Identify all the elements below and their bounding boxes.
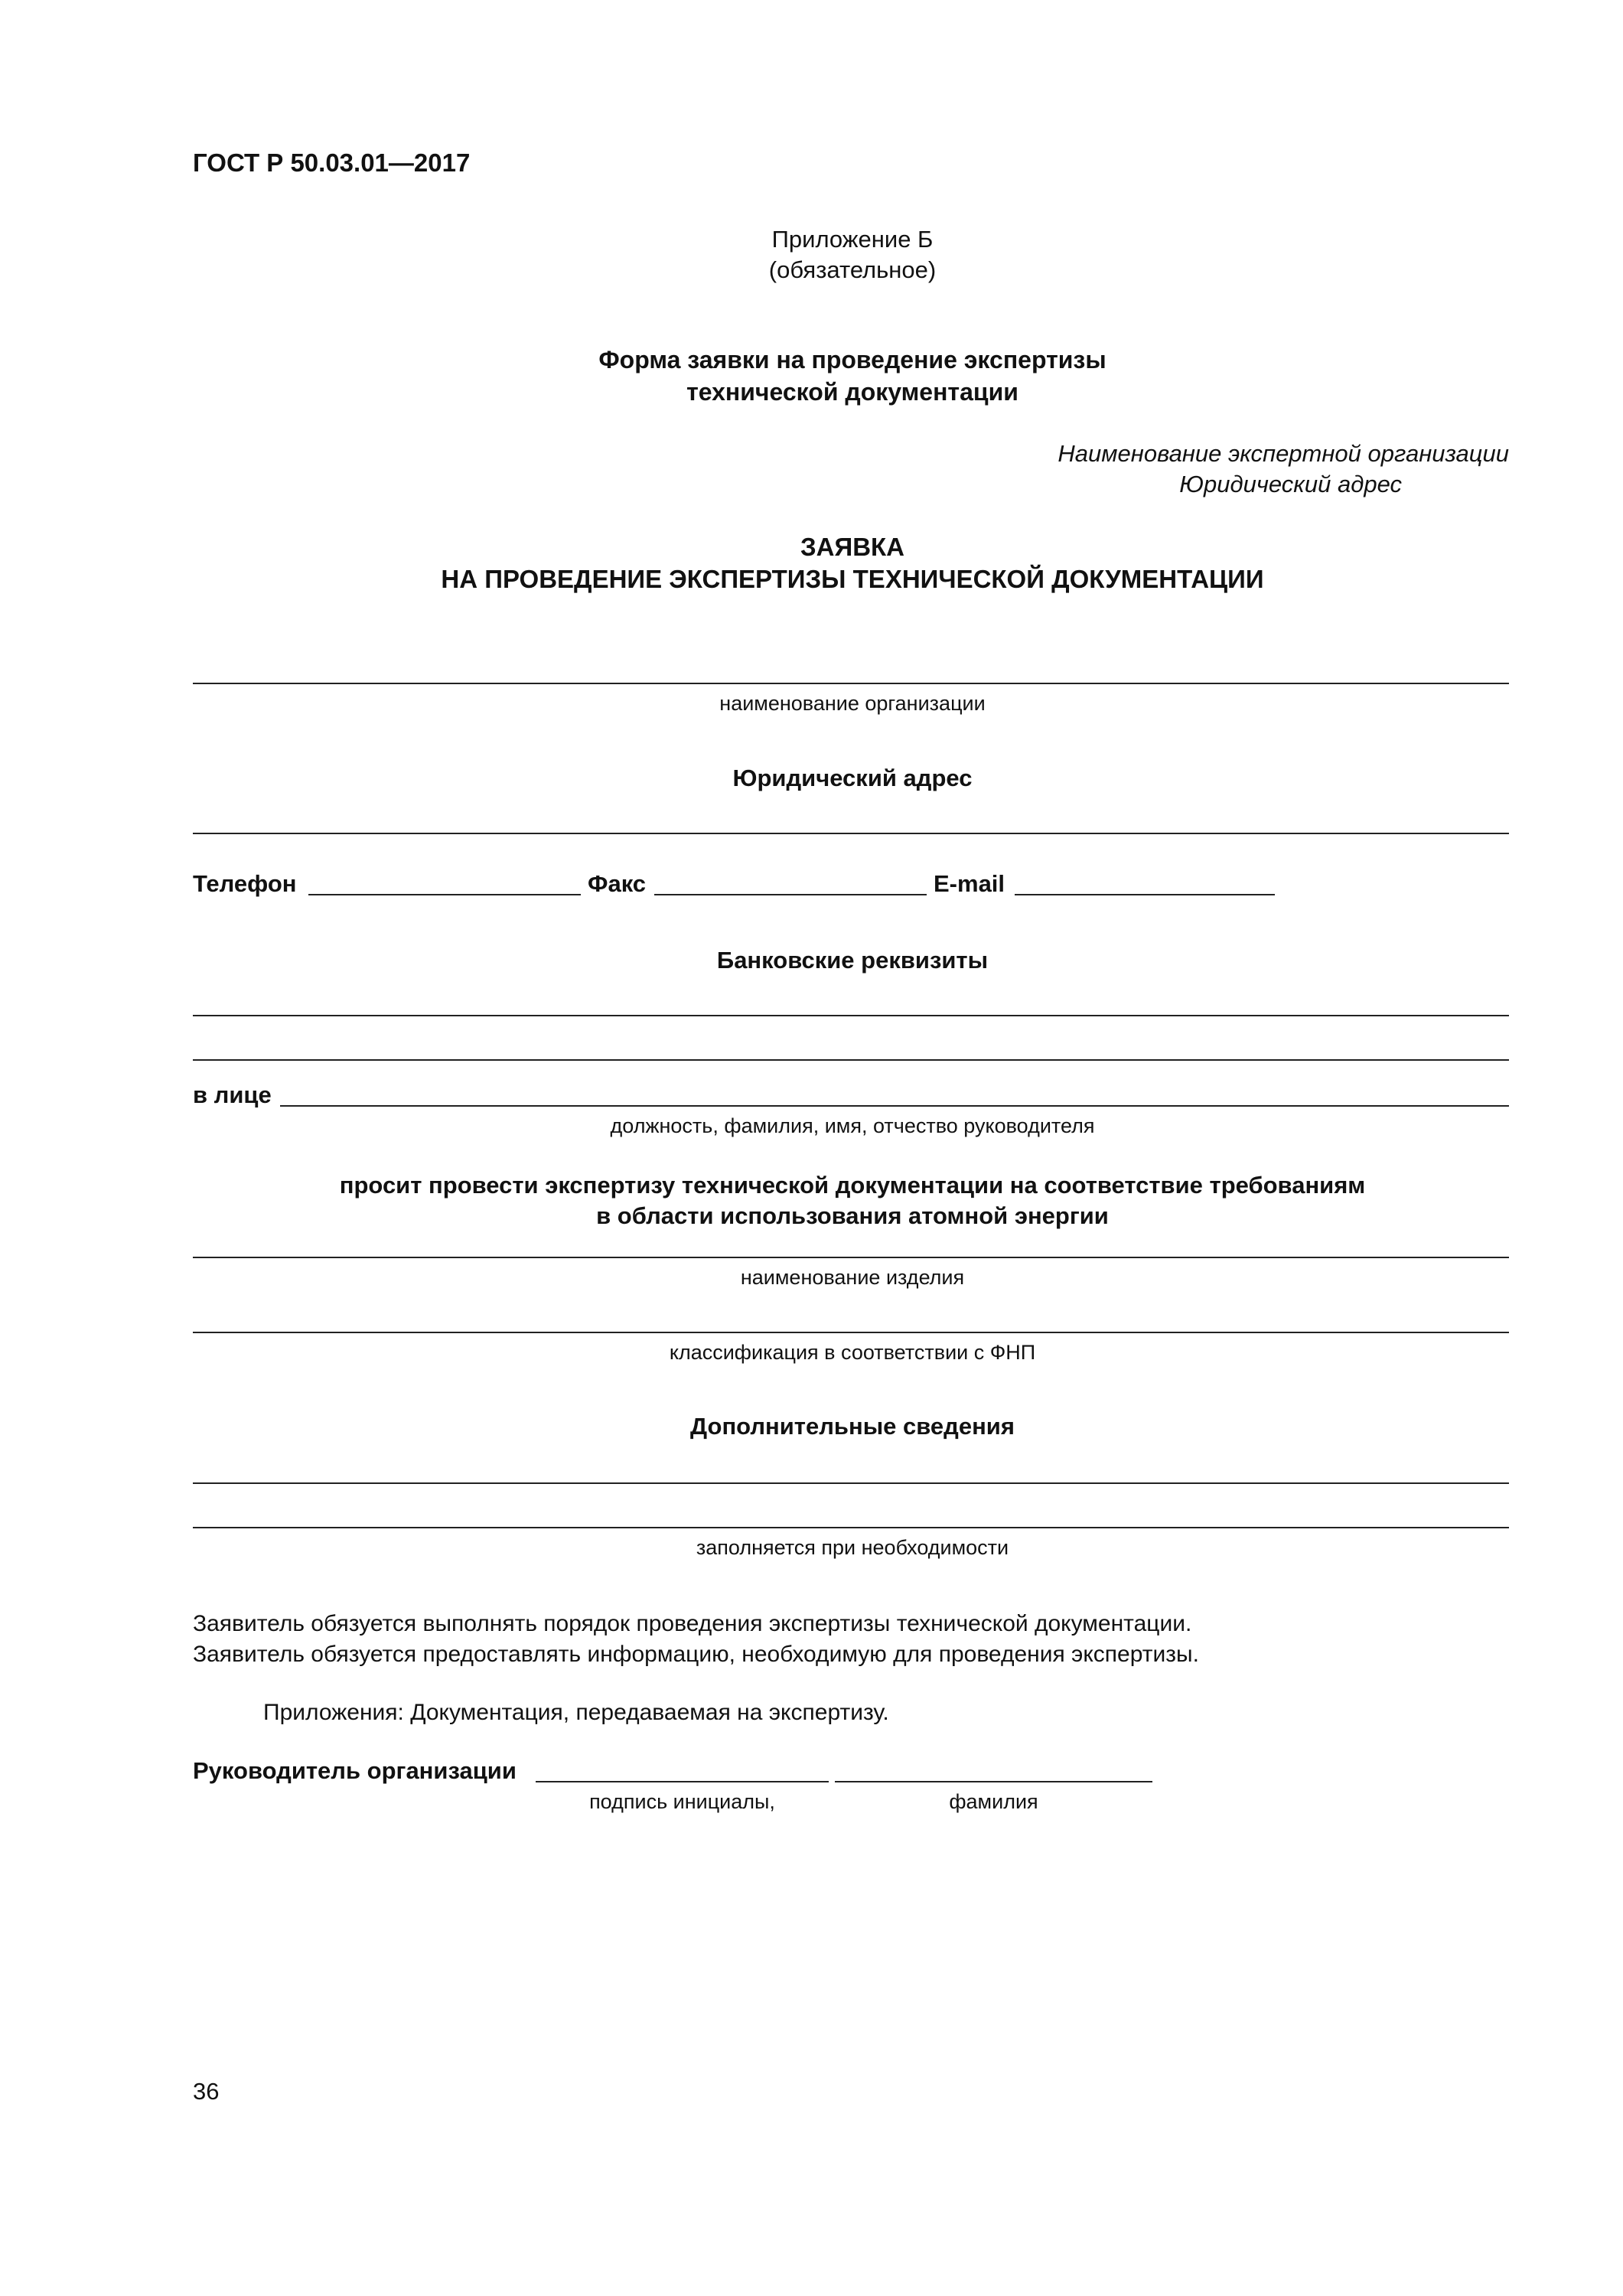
application-title-line1: ЗАЯВКА <box>800 533 905 561</box>
signature-field[interactable] <box>536 1781 829 1782</box>
classification-caption: классификация в соответствии с ФНП <box>669 1341 1036 1364</box>
bank-details-heading: Банковские реквизиты <box>716 947 989 974</box>
additional-info-line-2[interactable] <box>193 1527 1509 1528</box>
legal-address-line[interactable] <box>193 833 1509 834</box>
email-field[interactable] <box>1015 894 1275 895</box>
head-caption: должность, фамилия, имя, отчество руководителя <box>610 1114 1095 1137</box>
form-title-line2: технической документации <box>686 378 1018 406</box>
email-label: E-mail <box>934 870 1005 897</box>
request-text-line2: в области использования атомной энергии <box>596 1202 1109 1229</box>
bank-details-line-2[interactable] <box>193 1059 1509 1061</box>
phone-label: Телефон <box>193 870 297 897</box>
classification-line[interactable] <box>193 1332 1509 1333</box>
represented-by-field[interactable] <box>280 1105 1509 1107</box>
org-name-caption: наименование организации <box>719 692 986 715</box>
represented-by-label: в лице <box>193 1081 272 1108</box>
signature-caption: подпись инициалы, <box>589 1790 775 1813</box>
obligation-line2: Заявитель обязуется предоставлять информацию, необходимую для проведения экспертизы. <box>193 1642 1199 1667</box>
phone-field[interactable] <box>308 894 581 895</box>
request-text-line1: просит провести экспертизу технической документации на соответствие требованиям <box>339 1172 1366 1199</box>
fax-label: Факс <box>588 870 647 897</box>
page-number: 36 <box>193 2078 220 2105</box>
bank-details-line-1[interactable] <box>193 1015 1509 1016</box>
product-name-line[interactable] <box>193 1257 1509 1258</box>
obligation-line1: Заявитель обязуется выполнять порядок проведения экспертизы технической документации. <box>193 1611 1192 1636</box>
standard-code: ГОСТ Р 50.03.01—2017 <box>193 148 471 177</box>
additional-info-caption: заполняется при необходимости <box>696 1536 1009 1559</box>
additional-info-line-1[interactable] <box>193 1482 1509 1484</box>
legal-address-heading: Юридический адрес <box>732 765 973 791</box>
application-title-line2: НА ПРОВЕДЕНИЕ ЭКСПЕРТИЗЫ ТЕХНИЧЕСКОЙ ДОКУМЕНТАЦИИ <box>441 565 1264 593</box>
signature-label: Руководитель организации <box>193 1757 517 1784</box>
fax-field[interactable] <box>654 894 927 895</box>
appendix-subtitle: (обязательное) <box>768 256 937 283</box>
addressee-org-name: Наименование экспертной организации <box>1058 440 1509 467</box>
product-name-caption: наименование изделия <box>740 1266 965 1289</box>
org-name-line[interactable] <box>193 683 1509 684</box>
form-title-line1: Форма заявки на проведение экспертизы <box>598 346 1106 373</box>
appendix-title: Приложение Б <box>771 226 934 253</box>
surname-field[interactable] <box>835 1781 1152 1782</box>
attachments-text: Приложения: Документация, передаваемая на экспертизу. <box>263 1700 889 1725</box>
surname-caption: фамилия <box>949 1790 1038 1813</box>
addressee-legal-address: Юридический адрес <box>1179 471 1402 497</box>
additional-info-heading: Дополнительные сведения <box>690 1413 1015 1440</box>
